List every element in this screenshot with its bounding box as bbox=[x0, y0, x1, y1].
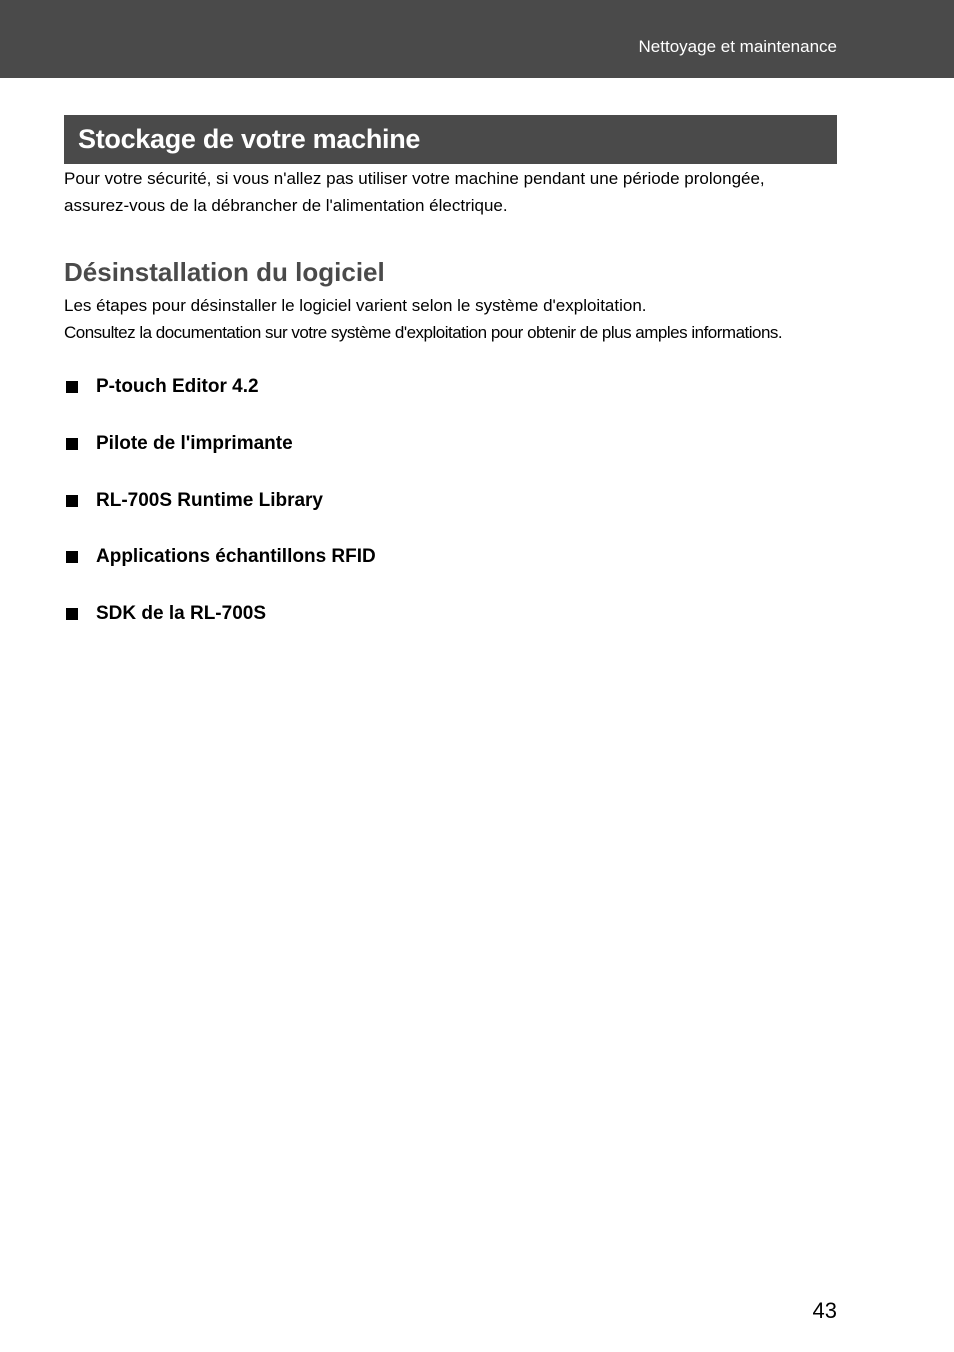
uninstall-paragraph-line-2: Consultez la documentation sur votre système d'exploitation pour obtenir de plus amples informations. bbox=[64, 323, 783, 342]
square-bullet-icon bbox=[66, 551, 78, 563]
header-bar bbox=[0, 0, 954, 78]
chapter-title: Nettoyage et maintenance bbox=[638, 37, 837, 56]
section-banner bbox=[64, 115, 837, 164]
section-title-storage: Stockage de votre machine bbox=[78, 124, 421, 154]
list-item bbox=[64, 542, 376, 599]
list-item bbox=[64, 599, 376, 656]
list-item-label: RL-700S Runtime Library bbox=[96, 489, 323, 511]
storage-paragraph-line-2: assurez-vous de la débrancher de l'alimentation électrique. bbox=[64, 196, 508, 215]
square-bullet-icon bbox=[66, 381, 78, 393]
list-item-label: Applications échantillons RFID bbox=[96, 546, 376, 568]
section-title-uninstall: Désinstallation du logiciel bbox=[64, 257, 385, 287]
square-bullet-icon bbox=[66, 438, 78, 450]
page-number: 43 bbox=[812, 1298, 837, 1323]
list-item bbox=[64, 429, 376, 486]
uninstall-paragraph-line-1: Les étapes pour désinstaller le logiciel varient selon le système d'exploitation. bbox=[64, 296, 647, 315]
square-bullet-icon bbox=[66, 608, 78, 620]
list-item-label: Pilote de l'imprimante bbox=[96, 432, 293, 454]
storage-paragraph-line-1: Pour votre sécurité, si vous n'allez pas utiliser votre machine pendant une période prolongée, bbox=[64, 169, 765, 188]
list-item-label: P-touch Editor 4.2 bbox=[96, 376, 259, 397]
square-bullet-icon bbox=[66, 495, 78, 507]
list-item-label: SDK de la RL-700S bbox=[96, 603, 266, 625]
storage-paragraph bbox=[64, 165, 854, 219]
software-list bbox=[64, 372, 376, 656]
list-item bbox=[64, 372, 376, 429]
uninstall-paragraph bbox=[64, 292, 854, 346]
list-item bbox=[64, 486, 376, 543]
